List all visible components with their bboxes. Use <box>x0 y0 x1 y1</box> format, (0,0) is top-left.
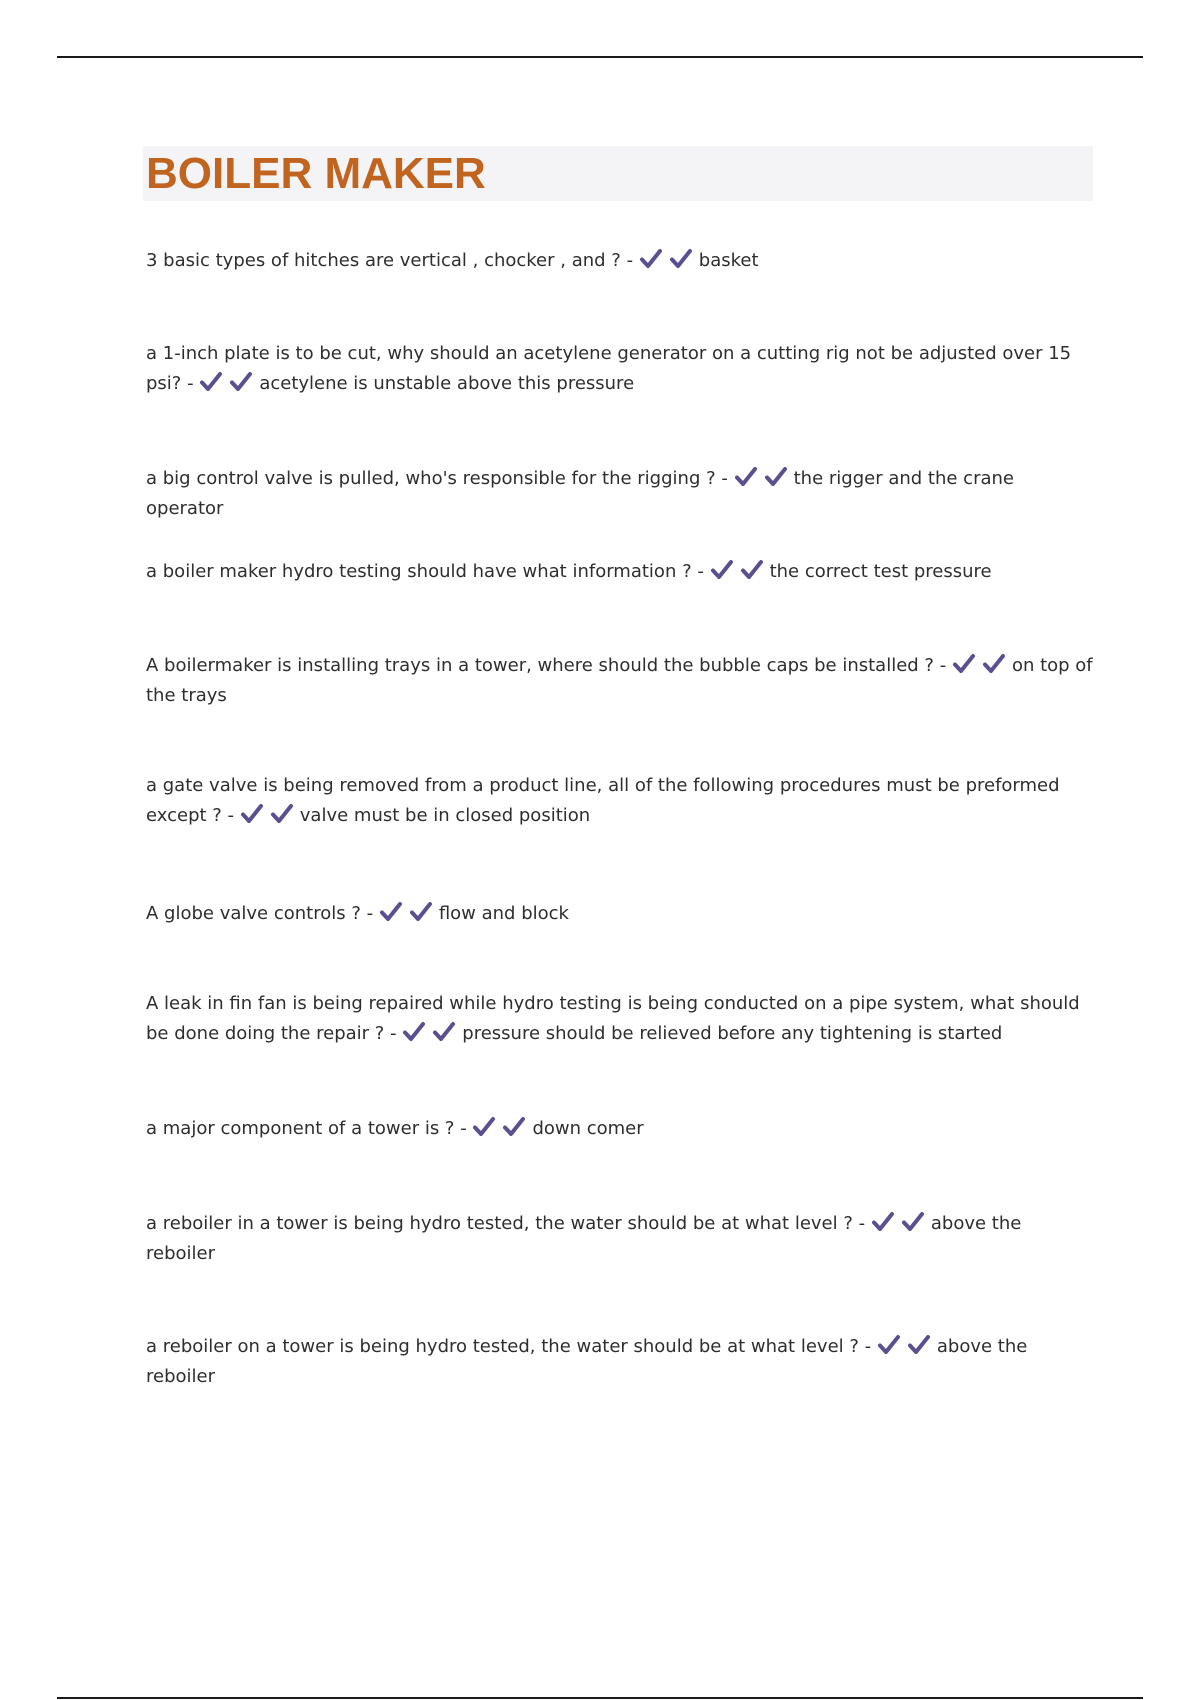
separator: - <box>384 1023 403 1044</box>
question-text: 3 basic types of hitches are vertical , chocker , and ? <box>146 250 621 271</box>
checkmark-icon <box>669 248 695 270</box>
answer-text: pressure should be relieved before any tightening is started <box>462 1023 1003 1044</box>
answer-text: above the reboiler <box>146 1213 1022 1264</box>
question-text: a boiler maker hydro testing should have what information ? <box>146 561 692 582</box>
checkmark-icon <box>379 901 405 923</box>
checkmark-icon <box>409 901 435 923</box>
question-text: A boilermaker is installing trays in a tower, where should the bubble caps be installed ? <box>146 655 934 676</box>
qa-item <box>146 989 1096 1049</box>
question-text: A leak in fin fan is being repaired while hydro testing is being conducted on a pipe system, what should be done doing the repair ? <box>146 993 1080 1044</box>
separator: - <box>715 468 734 489</box>
bottom-rule <box>57 1697 1143 1699</box>
checkmark-icon <box>502 1116 528 1138</box>
separator: - <box>852 1213 871 1234</box>
answer-text: the correct test pressure <box>769 561 992 582</box>
checkmark-icon <box>877 1334 903 1356</box>
question-text: a big control valve is pulled, who's responsible for the rigging ? <box>146 468 716 489</box>
separator: - <box>454 1118 473 1139</box>
question-text: A globe valve controls ? <box>146 903 361 924</box>
checkmark-icon <box>199 371 225 393</box>
answer-text: flow and block <box>438 903 569 924</box>
checkmark-icon <box>270 803 296 825</box>
question-text: a major component of a tower is ? <box>146 1118 455 1139</box>
answer-text: basket <box>698 250 759 271</box>
qa-item <box>146 246 1096 276</box>
qa-item <box>146 1114 1096 1144</box>
checkmark-icon <box>871 1211 897 1233</box>
checkmark-icon <box>229 371 255 393</box>
qa-item <box>146 339 1096 399</box>
qa-item <box>146 1209 1096 1269</box>
answer-text: above the reboiler <box>146 1336 1028 1387</box>
checkmark-icon <box>402 1021 428 1043</box>
answer-text: on top of the trays <box>146 655 1093 706</box>
qa-item <box>146 464 1096 524</box>
question-text: a gate valve is being removed from a product line, all of the following procedures must be preformed except ? <box>146 775 1060 826</box>
answer-text: down comer <box>532 1118 644 1139</box>
separator: - <box>691 561 710 582</box>
document-title: BOILER MAKER <box>146 149 486 198</box>
separator: - <box>360 903 379 924</box>
separator: - <box>933 655 952 676</box>
checkmark-icon <box>472 1116 498 1138</box>
separator: - <box>181 373 200 394</box>
question-text: a 1-inch plate is to be cut, why should an acetylene generator on a cutting rig not be adjusted over 15 psi? <box>146 343 1072 394</box>
checkmark-icon <box>764 466 790 488</box>
answer-text: valve must be in closed position <box>299 805 591 826</box>
answer-text: acetylene is unstable above this pressure <box>259 373 635 394</box>
checkmark-icon <box>432 1021 458 1043</box>
checkmark-icon <box>710 559 736 581</box>
qa-item <box>146 771 1096 831</box>
answer-text: the rigger and the crane operator <box>146 468 1014 519</box>
question-text: a reboiler in a tower is being hydro tested, the water should be at what level ? <box>146 1213 853 1234</box>
checkmark-icon <box>982 653 1008 675</box>
checkmark-icon <box>639 248 665 270</box>
checkmark-icon <box>952 653 978 675</box>
checkmark-icon <box>907 1334 933 1356</box>
qa-item <box>146 557 1096 587</box>
checkmark-icon <box>734 466 760 488</box>
checkmark-icon <box>740 559 766 581</box>
checkmark-icon <box>240 803 266 825</box>
qa-item <box>146 899 1096 929</box>
qa-item <box>146 1332 1096 1392</box>
top-rule <box>57 56 1143 58</box>
checkmark-icon <box>901 1211 927 1233</box>
question-text: a reboiler on a tower is being hydro tested, the water should be at what level ? <box>146 1336 859 1357</box>
separator: - <box>620 250 639 271</box>
separator: - <box>858 1336 877 1357</box>
separator: - <box>221 805 240 826</box>
qa-item <box>146 651 1096 711</box>
